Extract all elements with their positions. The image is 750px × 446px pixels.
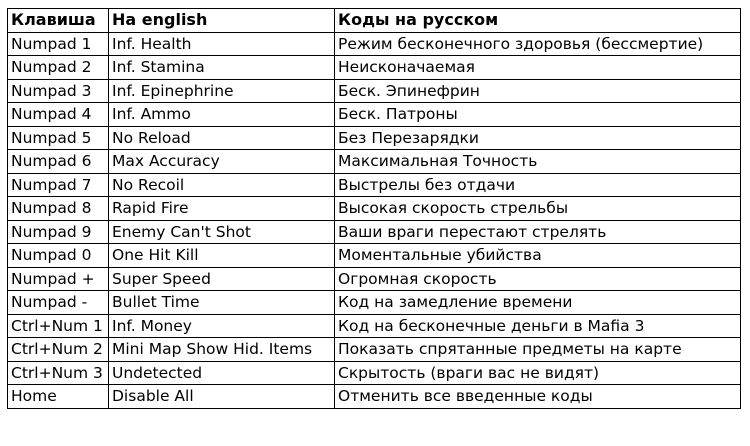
table-row <box>8 361 741 385</box>
table-row <box>8 291 741 315</box>
russian-cell: Без Перезарядки <box>335 126 741 150</box>
russian-cell: Код на бесконечные деньги в Mafia 3 <box>335 314 741 338</box>
key-cell: Numpad 7 <box>8 173 109 197</box>
table-row <box>8 150 741 174</box>
key-cell: Numpad 9 <box>8 220 109 244</box>
english-cell: Disable All <box>109 385 335 409</box>
table-row <box>8 197 741 221</box>
header-english: На english <box>109 9 335 33</box>
english-cell: Super Speed <box>109 267 335 291</box>
table-row <box>8 126 741 150</box>
english-cell: Max Accuracy <box>109 150 335 174</box>
english-cell: Inf. Ammo <box>109 103 335 127</box>
russian-cell: Высокая скорость стрельбы <box>335 197 741 221</box>
key-cell: Numpad 5 <box>8 126 109 150</box>
table-row <box>8 338 741 362</box>
russian-cell: Код на замедление времени <box>335 291 741 315</box>
russian-cell: Режим бесконечного здоровья (бессмертие) <box>335 32 741 56</box>
russian-cell: Беск. Эпинефрин <box>335 79 741 103</box>
table-row <box>8 173 741 197</box>
english-cell: Inf. Money <box>109 314 335 338</box>
table-row <box>8 385 741 409</box>
header-row <box>8 9 741 33</box>
russian-cell: Огромная скорость <box>335 267 741 291</box>
header-key: Клавиша <box>8 9 109 33</box>
english-cell: No Reload <box>109 126 335 150</box>
key-cell: Numpad 2 <box>8 56 109 80</box>
table-row <box>8 220 741 244</box>
key-cell: Ctrl+Num 1 <box>8 314 109 338</box>
russian-cell: Отменить все введенные коды <box>335 385 741 409</box>
key-cell: Ctrl+Num 2 <box>8 338 109 362</box>
table-row <box>8 56 741 80</box>
table-row <box>8 314 741 338</box>
key-cell: Ctrl+Num 3 <box>8 361 109 385</box>
key-cell: Numpad - <box>8 291 109 315</box>
header-russian: Коды на русском <box>335 9 741 33</box>
russian-cell: Скрытость (враги вас не видят) <box>335 361 741 385</box>
key-cell: Numpad 1 <box>8 32 109 56</box>
table-row <box>8 103 741 127</box>
russian-cell: Показать спрятанные предметы на карте <box>335 338 741 362</box>
russian-cell: Моментальные убийства <box>335 244 741 268</box>
table-row <box>8 244 741 268</box>
table-row <box>8 79 741 103</box>
english-cell: No Recoil <box>109 173 335 197</box>
key-cell: Home <box>8 385 109 409</box>
key-cell: Numpad 3 <box>8 79 109 103</box>
key-cell: Numpad + <box>8 267 109 291</box>
key-cell: Numpad 8 <box>8 197 109 221</box>
table-row <box>8 267 741 291</box>
english-cell: Rapid Fire <box>109 197 335 221</box>
english-cell: Undetected <box>109 361 335 385</box>
english-cell: One Hit Kill <box>109 244 335 268</box>
key-cell: Numpad 4 <box>8 103 109 127</box>
russian-cell: Выстрелы без отдачи <box>335 173 741 197</box>
russian-cell: Максимальная Точность <box>335 150 741 174</box>
key-cell: Numpad 0 <box>8 244 109 268</box>
cheat-codes-table <box>7 8 741 409</box>
english-cell: Mini Map Show Hid. Items <box>109 338 335 362</box>
english-cell: Bullet Time <box>109 291 335 315</box>
table-row <box>8 32 741 56</box>
russian-cell: Беск. Патроны <box>335 103 741 127</box>
english-cell: Enemy Can't Shot <box>109 220 335 244</box>
english-cell: Inf. Stamina <box>109 56 335 80</box>
russian-cell: Ваши враги перестают стрелять <box>335 220 741 244</box>
key-cell: Numpad 6 <box>8 150 109 174</box>
english-cell: Inf. Health <box>109 32 335 56</box>
english-cell: Inf. Epinephrine <box>109 79 335 103</box>
russian-cell: Неисконачаемая <box>335 56 741 80</box>
